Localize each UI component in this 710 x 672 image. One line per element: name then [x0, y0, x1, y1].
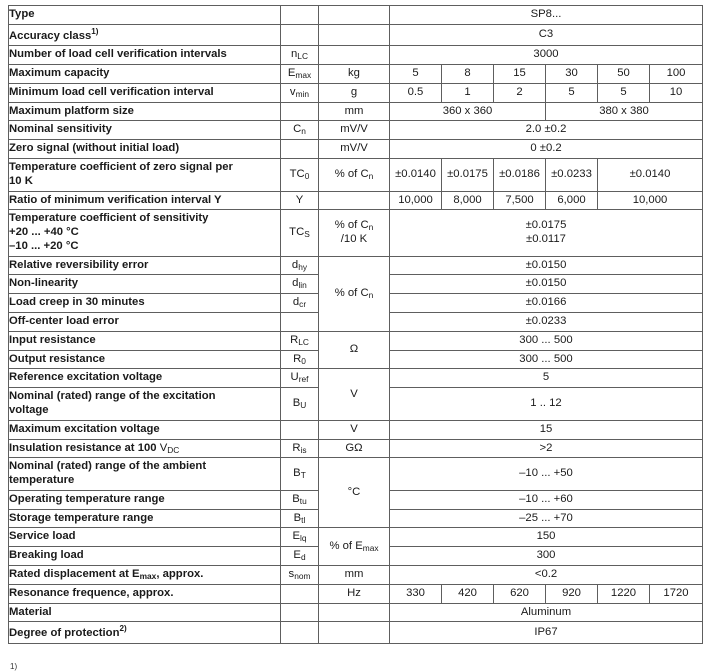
symbol-subscript: T	[300, 470, 306, 481]
row-symbol-material	[281, 603, 319, 622]
row-symbol-ratio-min-verification-interval: Y	[281, 191, 319, 210]
cell-vmin-6: 10	[650, 83, 703, 102]
table-row	[9, 439, 703, 458]
symbol-subscript: lq	[300, 533, 307, 544]
cell-resonance-3: 620	[494, 584, 546, 603]
cell-vmin-3: 2	[494, 83, 546, 102]
row-symbol-zero-signal	[281, 140, 319, 159]
row-symbol-degree-of-protection	[281, 622, 319, 644]
symbol-base: B	[293, 467, 301, 480]
table-row	[9, 603, 703, 622]
cell-platform-size-small: 360 x 360	[390, 102, 546, 121]
row-symbol-nominal-sensitivity	[281, 121, 319, 140]
value-line-1: ±0.0175	[525, 219, 567, 232]
symbol-subscript: 0	[301, 355, 306, 366]
label-line-2: 10 K	[9, 174, 33, 187]
cell-tc0-2: ±0.0175	[442, 159, 494, 192]
symbol-base: d	[292, 277, 299, 290]
cell-y-1: 10,000	[390, 191, 442, 210]
cell-y-2: 8,000	[442, 191, 494, 210]
footnote-marker-1: 1)	[91, 26, 99, 36]
row-value-relative-reversibility-error: ±0.0150	[390, 256, 703, 275]
symbol-subscript: hy	[298, 261, 308, 272]
cell-capacity-5: 5	[390, 65, 442, 84]
row-label-breaking-load: Breaking load	[9, 547, 281, 566]
cell-resonance-1: 330	[390, 584, 442, 603]
table-row	[9, 256, 703, 275]
label-line-3: –10 ... +20 °C	[9, 239, 79, 252]
symbol-base: B	[292, 492, 300, 505]
row-value-insulation-resistance: >2	[390, 439, 703, 458]
row-value-tc-sensitivity	[390, 210, 703, 256]
row-label-reference-excitation-voltage: Reference excitation voltage	[9, 369, 281, 388]
label-line-1: Temperature coefficient of sensitivity	[9, 212, 209, 225]
cell-capacity-100: 100	[650, 65, 703, 84]
table-row	[9, 528, 703, 547]
row-label-load-creep: Load creep in 30 minutes	[9, 294, 281, 313]
symbol-subscript: max	[295, 70, 312, 81]
table-row	[9, 24, 703, 46]
label-line-2: voltage	[9, 403, 49, 416]
row-label-zero-signal: Zero signal (without initial load)	[9, 140, 281, 159]
row-unit-percent-of-emax	[319, 528, 390, 566]
row-label-non-linearity: Non-linearity	[9, 275, 281, 294]
row-symbol-minimum-verification-interval	[281, 83, 319, 102]
label-line-1: Temperature coefficient of zero signal per	[9, 161, 233, 174]
row-symbol-maximum-platform-size	[281, 102, 319, 121]
cell-tc0-3: ±0.0186	[494, 159, 546, 192]
symbol-base: E	[292, 530, 301, 543]
row-symbol-reference-excitation-voltage	[281, 369, 319, 388]
row-unit-volt: V	[319, 369, 390, 420]
symbol-base: n	[291, 48, 298, 61]
label-text: Accuracy class	[9, 29, 92, 42]
row-symbol-tc-zero-signal	[281, 159, 319, 192]
cell-vmin-1: 0.5	[390, 83, 442, 102]
row-unit-type	[319, 6, 390, 25]
label-line-2: +20 ... +40 °C	[9, 226, 79, 239]
row-symbol-tc-sensitivity	[281, 210, 319, 256]
row-value-accuracy-class: C3	[390, 24, 703, 46]
table-row	[9, 420, 703, 439]
row-symbol-insulation-resistance	[281, 439, 319, 458]
row-label-minimum-verification-interval: Minimum load cell verification interval	[9, 83, 281, 102]
table-row	[9, 102, 703, 121]
label-unit-v: V	[159, 441, 168, 454]
cell-vmin-4: 5	[546, 83, 598, 102]
row-unit-verification-intervals	[319, 46, 390, 65]
label-unit-v-subscript: DC	[167, 444, 180, 455]
row-label-ambient-temperature-range	[9, 458, 281, 491]
row-label-nominal-excitation-voltage	[9, 388, 281, 421]
footnote-marker-2: 2)	[119, 624, 127, 634]
cell-capacity-30: 30	[546, 65, 598, 84]
row-label-relative-reversibility-error: Relative reversibility error	[9, 256, 281, 275]
row-unit-zero-signal: mV/V	[319, 140, 390, 159]
unit-base: % of C	[334, 167, 369, 180]
row-symbol-storage-temperature-range	[281, 509, 319, 528]
cell-tc0-1: ±0.0140	[390, 159, 442, 192]
row-symbol-ambient-temperature-range	[281, 458, 319, 491]
table-row	[9, 191, 703, 210]
row-value-operating-temperature-range: –10 ... +60	[390, 490, 703, 509]
row-label-rated-displacement	[9, 565, 281, 584]
row-value-storage-temperature-range: –25 ... +70	[390, 509, 703, 528]
row-unit-tc-zero-signal	[319, 159, 390, 192]
row-unit-nominal-sensitivity: mV/V	[319, 121, 390, 140]
symbol-subscript: nom	[294, 570, 311, 581]
symbol-subscript: tu	[299, 495, 307, 506]
label-symbol-e-subscript: max	[139, 570, 157, 581]
symbol-subscript: LC	[297, 51, 308, 62]
row-label-service-load: Service load	[9, 528, 281, 547]
table-row	[9, 458, 703, 491]
footnote-reference-marker: 1)	[10, 662, 18, 671]
table-row	[9, 6, 703, 25]
symbol-subscript: cr	[299, 299, 307, 310]
row-unit-accuracy-class	[319, 24, 390, 46]
cell-tc0-4: ±0.0233	[546, 159, 598, 192]
row-label-type: Type	[9, 6, 281, 25]
row-value-non-linearity: ±0.0150	[390, 275, 703, 294]
row-unit-celsius: °C	[319, 458, 390, 528]
cell-tc0-5: ±0.0140	[598, 159, 703, 192]
row-symbol-resonance-frequence	[281, 584, 319, 603]
unit-line-1	[319, 219, 389, 233]
table-row	[9, 121, 703, 140]
table-row	[9, 65, 703, 84]
row-unit-tc-sensitivity	[319, 210, 390, 256]
row-unit-maximum-excitation-voltage: V	[319, 420, 390, 439]
unit-subscript: max	[362, 542, 379, 553]
row-symbol-verification-intervals	[281, 46, 319, 65]
cell-vmin-5: 5	[598, 83, 650, 102]
row-unit-resonance-frequence: Hz	[319, 584, 390, 603]
row-unit-minimum-verification-interval: g	[319, 83, 390, 102]
row-symbol-non-linearity	[281, 275, 319, 294]
label-line-1: Nominal (rated) range of the excitation	[9, 390, 216, 403]
row-value-maximum-excitation-voltage: 15	[390, 420, 703, 439]
row-unit-degree-of-protection	[319, 622, 390, 644]
row-label-tc-zero-signal	[9, 159, 281, 192]
row-label-maximum-capacity: Maximum capacity	[9, 65, 281, 84]
table-row	[9, 369, 703, 388]
row-label-input-resistance: Input resistance	[9, 331, 281, 350]
row-label-tc-sensitivity	[9, 210, 281, 256]
row-label-accuracy-class	[9, 24, 281, 46]
unit-line-2: /10 K	[340, 233, 368, 246]
symbol-subscript: ref	[298, 374, 309, 385]
symbol-subscript: S	[304, 229, 310, 240]
row-unit-ratio-min-verification-interval	[319, 191, 390, 210]
row-value-nominal-excitation-voltage: 1 .. 12	[390, 388, 703, 421]
label-text: Degree of protection	[9, 627, 120, 640]
symbol-subscript: min	[295, 88, 310, 99]
row-value-type: SP8...	[390, 6, 703, 25]
symbol-subscript: tl	[301, 514, 306, 525]
row-symbol-rated-displacement	[281, 565, 319, 584]
row-symbol-maximum-capacity	[281, 65, 319, 84]
unit-subscript: n	[368, 289, 374, 300]
row-value-off-center-load-error: ±0.0233	[390, 313, 703, 332]
row-unit-maximum-platform-size: mm	[319, 102, 390, 121]
symbol-base: E	[287, 67, 296, 80]
cell-platform-size-large: 380 x 380	[546, 102, 703, 121]
cell-resonance-5: 1220	[598, 584, 650, 603]
value-line-2: ±0.0117	[526, 233, 566, 246]
row-label-ratio-min-verification-interval: Ratio of minimum verification interval Y	[9, 191, 281, 210]
symbol-base: d	[292, 296, 300, 309]
symbol-base: R	[292, 441, 301, 454]
table-row	[9, 565, 703, 584]
row-symbol-breaking-load	[281, 547, 319, 566]
row-unit-insulation-resistance: GΩ	[319, 439, 390, 458]
row-symbol-accuracy-class	[281, 24, 319, 46]
row-value-zero-signal: 0 ±0.2	[390, 140, 703, 159]
row-unit-percent-of-cn	[319, 256, 390, 331]
row-symbol-maximum-excitation-voltage	[281, 420, 319, 439]
row-symbol-input-resistance	[281, 331, 319, 350]
row-value-rated-displacement: <0.2	[390, 565, 703, 584]
symbol-base: U	[290, 371, 299, 384]
cell-capacity-15: 15	[494, 65, 546, 84]
cell-vmin-2: 1	[442, 83, 494, 102]
symbol-subscript: d	[300, 552, 306, 563]
symbol-base: B	[292, 397, 301, 410]
symbol-subscript: is	[300, 444, 307, 455]
cell-y-3: 7,500	[494, 191, 546, 210]
row-label-maximum-excitation-voltage: Maximum excitation voltage	[9, 420, 281, 439]
row-label-operating-temperature-range: Operating temperature range	[9, 490, 281, 509]
symbol-subscript: lin	[298, 280, 307, 291]
row-unit-ohm: Ω	[319, 331, 390, 369]
row-label-nominal-sensitivity: Nominal sensitivity	[9, 121, 281, 140]
row-label-insulation-resistance	[9, 439, 281, 458]
row-value-output-resistance: 300 ... 500	[390, 350, 703, 369]
row-value-material: Aluminum	[390, 603, 703, 622]
row-label-off-center-load-error: Off-center load error	[9, 313, 281, 332]
unit-subscript: n	[368, 222, 374, 233]
label-text-pre: Rated displacement at	[9, 567, 133, 580]
cell-capacity-8: 8	[442, 65, 494, 84]
row-value-breaking-load: 300	[390, 547, 703, 566]
symbol-subscript: 0	[304, 170, 310, 181]
label-text: Insulation resistance at 100	[9, 441, 160, 454]
cell-resonance-6: 1720	[650, 584, 703, 603]
symbol-base: B	[293, 511, 302, 524]
symbol-base: TC	[289, 226, 305, 239]
row-symbol-service-load	[281, 528, 319, 547]
symbol-base: s	[288, 567, 295, 580]
unit-base: % of C	[334, 286, 369, 299]
row-symbol-relative-reversibility-error	[281, 256, 319, 275]
symbol-subscript: U	[300, 400, 307, 411]
row-unit-maximum-capacity: kg	[319, 65, 390, 84]
row-symbol-operating-temperature-range	[281, 490, 319, 509]
table-row	[9, 140, 703, 159]
symbol-base: v	[289, 85, 296, 98]
label-line-2: temperature	[9, 474, 75, 487]
unit-base: % of C	[334, 219, 369, 232]
row-unit-rated-displacement: mm	[319, 565, 390, 584]
row-value-nominal-sensitivity: 2.0 ±0.2	[390, 121, 703, 140]
symbol-base: TC	[289, 167, 305, 180]
symbol-base: R	[293, 352, 302, 365]
row-label-storage-temperature-range: Storage temperature range	[9, 509, 281, 528]
symbol-base: C	[293, 123, 302, 136]
row-value-degree-of-protection: IP67	[390, 622, 703, 644]
label-text-post: , approx.	[156, 567, 204, 580]
label-line-1: Nominal (rated) range of the ambient	[9, 460, 207, 473]
symbol-subscript: n	[301, 126, 306, 137]
row-symbol-load-creep	[281, 294, 319, 313]
load-cell-specification-table	[8, 5, 703, 644]
row-value-ambient-temperature-range: –10 ... +50	[390, 458, 703, 491]
symbol-base: R	[290, 333, 299, 346]
cell-resonance-2: 420	[442, 584, 494, 603]
table-row	[9, 331, 703, 350]
table-row	[9, 159, 703, 192]
symbol-subscript: LC	[298, 336, 309, 347]
table-row	[9, 584, 703, 603]
row-label-maximum-platform-size: Maximum platform size	[9, 102, 281, 121]
row-value-load-creep: ±0.0166	[390, 294, 703, 313]
cell-y-4: 6,000	[546, 191, 598, 210]
row-unit-material	[319, 603, 390, 622]
symbol-base: d	[291, 258, 299, 271]
row-symbol-nominal-excitation-voltage	[281, 388, 319, 421]
cell-y-5: 10,000	[598, 191, 703, 210]
label-symbol-e: E	[132, 567, 140, 580]
row-label-resonance-frequence: Resonance frequence, approx.	[9, 584, 281, 603]
symbol-base: E	[293, 549, 301, 562]
row-symbol-off-center-load-error	[281, 313, 319, 332]
table-row	[9, 210, 703, 256]
row-value-service-load: 150	[390, 528, 703, 547]
row-symbol-output-resistance	[281, 350, 319, 369]
row-value-reference-excitation-voltage: 5	[390, 369, 703, 388]
row-label-verification-intervals: Number of load cell verification intervals	[9, 46, 281, 65]
row-value-verification-intervals: 3000	[390, 46, 703, 65]
table-row	[9, 622, 703, 644]
cell-capacity-50: 50	[598, 65, 650, 84]
row-label-output-resistance: Output resistance	[9, 350, 281, 369]
unit-base: % of E	[329, 539, 363, 552]
cell-resonance-4: 920	[546, 584, 598, 603]
table-row	[9, 46, 703, 65]
row-symbol-type	[281, 6, 319, 25]
row-value-input-resistance: 300 ... 500	[390, 331, 703, 350]
unit-subscript: n	[368, 170, 374, 181]
row-label-material: Material	[9, 603, 281, 622]
row-label-degree-of-protection	[9, 622, 281, 644]
table-row	[9, 83, 703, 102]
